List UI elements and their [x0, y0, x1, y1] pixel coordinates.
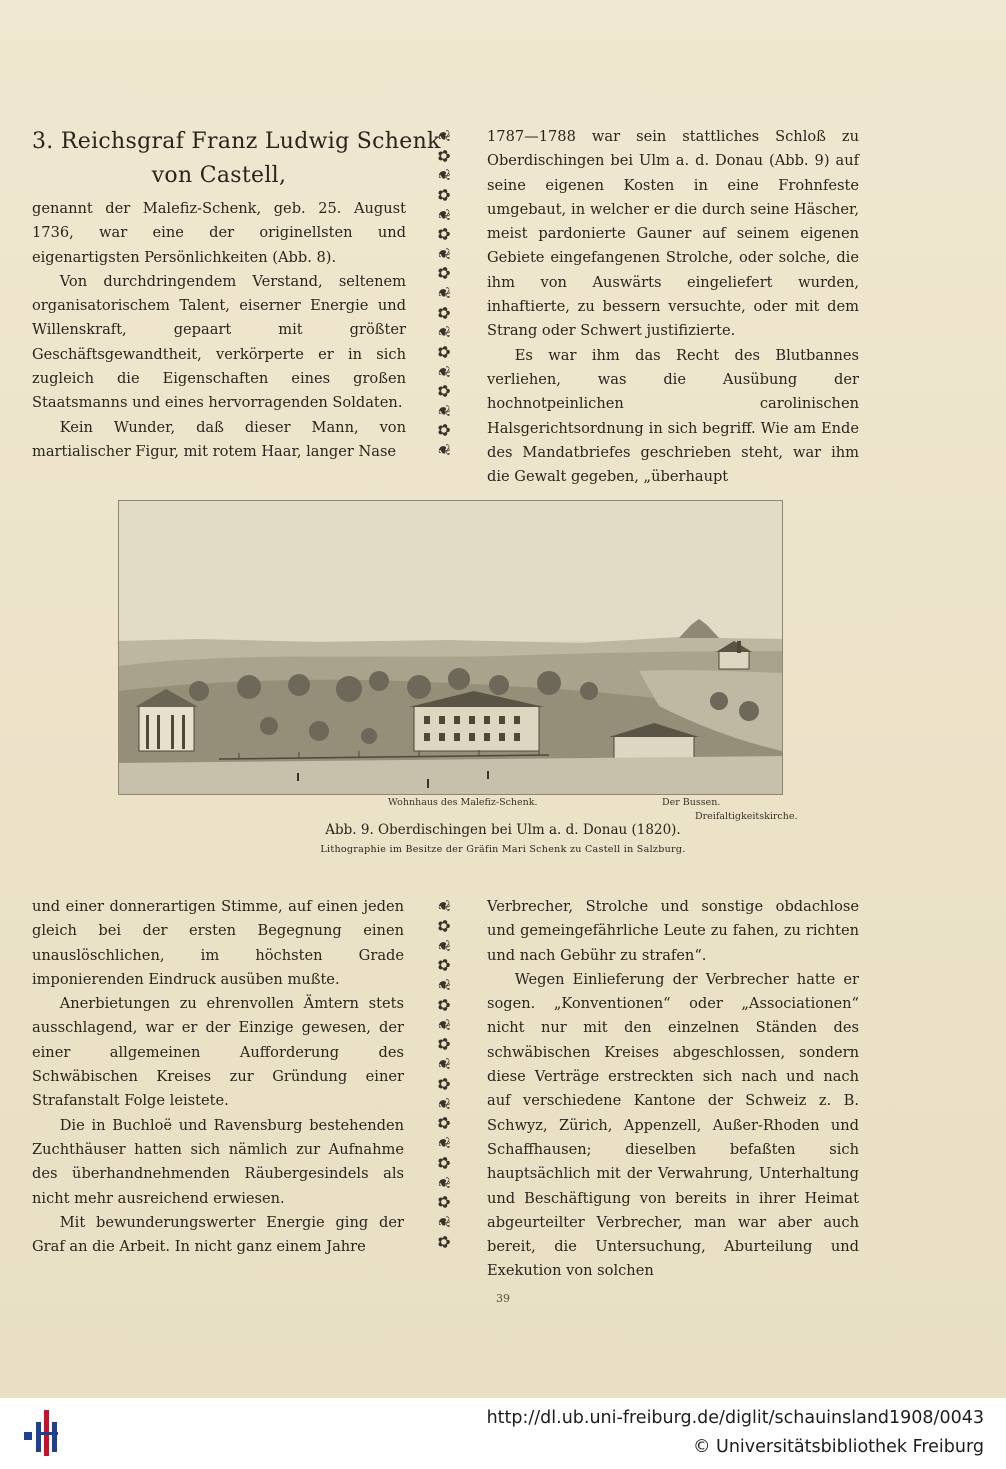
heading-line-2: von Castell, [151, 163, 287, 188]
ornament-divider-upper: ❦ ✿ ❦ ✿ ❦ ✿ ❦ ✿ ❦ ✿ ❦ ✿ ❦ ✿ ❦ ✿ ❦ [435, 129, 454, 457]
upper-left-column [32, 197, 406, 464]
figure-label-church: Dreifaltigkeitskirche. [695, 811, 798, 822]
page-number: 39 [496, 1292, 510, 1305]
paragraph: Die in Buchloë und Ravensburg bestehenden Zuchthäuser hatten sich nämlich zur Aufnahme des überhandnehmenden Räubergesindels als nicht mehr ausreichend erwiesen. [32, 1116, 404, 1207]
paragraph: und einer donnerartigen Stimme, auf einen jeden gleich bei der ersten Begegnung einen unauslöschlichen, im höchsten Grade imponierenden Eindruck ausüben mußte. [32, 898, 404, 988]
lithograph-image [118, 500, 783, 795]
paragraph: genannt der Malefiz-Schenk, geb. 25. August 1736, war eine der originellsten und eigenartigsten Persönlichkeiten (Abb. 8). [32, 200, 406, 266]
source-url-link[interactable]: http://dl.ub.uni-freiburg.de/diglit/schauinsland1908/0043 [486, 1408, 984, 1428]
paragraph: 1787—1788 war sein stattliches Schloß zu Oberdischingen bei Ulm a. d. Donau (Abb. 9) auf seine eigenen Kosten in eine Frohnfeste umgebaut, in welcher er die durch seine Häscher, meist pardonierte Gauner auf seinem eigenen Gebiete eingefangenen Strolche, oder solche, die ihm von Auswärts eingeliefert wurden, inhaftierte, zu bessern versuchte, oder mit dem Strang oder Schwert justifizierte. [487, 128, 859, 340]
copyright-notice: © Universitätsbibliothek Freiburg [692, 1437, 984, 1457]
lower-right-column [487, 895, 859, 1284]
article-heading [32, 125, 441, 193]
figure-subcaption: Lithographie im Besitze der Gräfin Mari Schenk zu Castell in Salzburg. [320, 844, 686, 855]
paragraph: Von durchdringendem Verstand, seltenem organisatorischem Talent, eiserner Energie und Willenskraft, gepaart mit größter Geschäftsgewandtheit, verkörperte er in sich zugleich die Eigenschaften eines großen Staatsmanns und eines hervorragenden Soldaten. [32, 272, 406, 412]
paragraph: Anerbietungen zu ehrenvollen Ämtern stets ausschlagend, war er der Einzige gewesen, der einer allgemeinen Aufforderung des Schwäbischen Kreises zur Gründung einer Strafanstalt Folge leistete. [32, 995, 404, 1110]
university-library-logo-icon [24, 1410, 64, 1456]
paragraph: Kein Wunder, daß dieser Mann, von martialischer Figur, mit rotem Haar, langer Nase [32, 418, 406, 460]
heading-line-1: 3. Reichsgraf Franz Ludwig Schenk [32, 129, 441, 154]
figure-caption: Abb. 9. Oberdischingen bei Ulm a. d. Donau (1820). [325, 822, 681, 838]
upper-right-column [487, 125, 859, 489]
figure-label-residence: Wohnhaus des Malefiz-Schenk. [388, 797, 538, 808]
figure-label-bussen: Der Bussen. [662, 797, 721, 808]
landscape-illustration [119, 501, 782, 794]
paragraph: Mit bewunderungswerter Energie ging der Graf an die Arbeit. In nicht ganz einem Jahre [32, 1213, 404, 1256]
paragraph: Wegen Einlieferung der Verbrecher hatte er sogen. „Konventionen“ oder „Associationen“ nicht nur mit den einzelnen Ständen des schwäbischen Kreises abgeschlossen, sondern diese Verträge erstreckten sich nach und nach auf verschiedene Kantone der Schweiz z. B. Schwyz, Zürich, Appenzell, Außer-Rhoden und Schaffhausen; dieselben befaßten sich hauptsächlich mit der Verwahrung, Unterhaltung und Beschäftigung von bereits in ihrer Heimat abgeurteilter Verbrecher, man war aber auch bereit, die Untersuchung, Aburteilung und Exekution von solchen [487, 970, 859, 1280]
paragraph: Verbrecher, Strolche und sonstige obdachlose und gemeingefährliche Leute zu fahen, zu richten und nach Gebühr zu strafen“. [487, 898, 859, 964]
library-footer [0, 1398, 1006, 1469]
ornament-divider-lower: ❦ ✿ ❦ ✿ ❦ ✿ ❦ ✿ ❦ ✿ ❦ ✿ ❦ ✿ ❦ ✿ ❦ ✿ [435, 899, 454, 1249]
paragraph: Es war ihm das Recht des Blutbannes verliehen, was die Ausübung der hochnotpeinlichen carolinischen Halsgerichtsordnung in sich begriff. Wie am Ende des Mandatbriefes geschrieben steht, war ihm die Gewalt gegeben, „überhaupt [487, 346, 859, 486]
lower-left-column [32, 895, 404, 1259]
